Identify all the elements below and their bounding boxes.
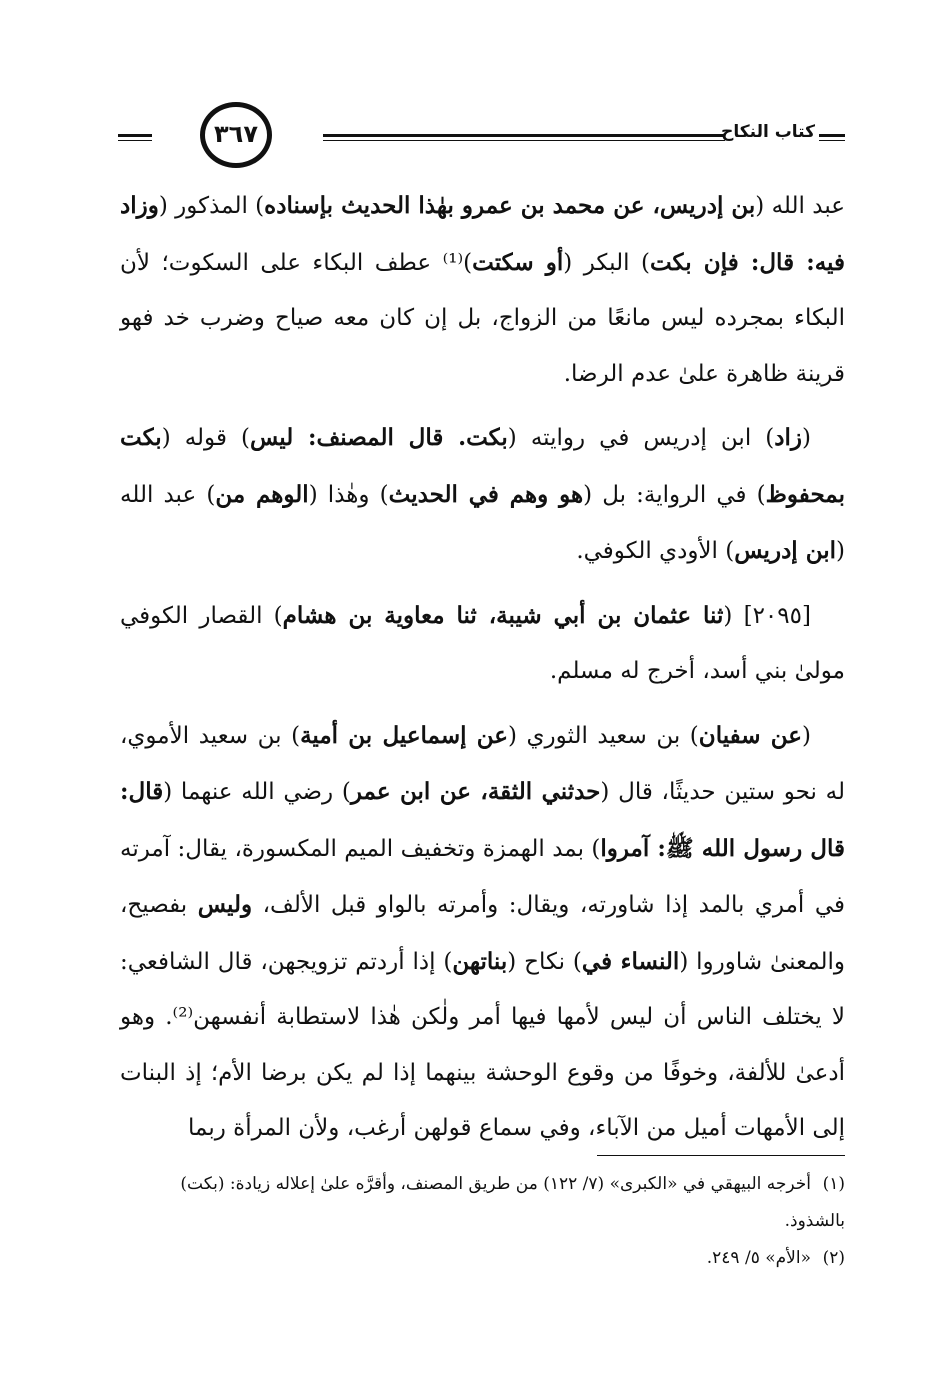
footnote (118, 1166, 845, 1240)
footnote (118, 1240, 845, 1277)
bold-run: عن سفيان (698, 721, 803, 749)
page-header (118, 100, 845, 174)
text-run: ) الأودي الكوفي. (576, 538, 735, 564)
page-number: ٣٦٧ (214, 120, 258, 148)
footnote-separator (597, 1155, 845, 1156)
text-run: ) القصار الكوفي مولىٰ بني أسد، أخرج له مسلم. (120, 602, 845, 684)
text-run: ) في الرواية: بل ( (583, 481, 766, 508)
text-run: بفصيح، والمعنىٰ شاوروا ( (120, 892, 846, 975)
book-title: كتاب النكاح (721, 122, 815, 142)
text-run: ) وهٰذا ( (308, 481, 389, 508)
bold-run: وليس (197, 891, 253, 918)
bold-run: ثنا عثمان بن أبي شيبة، ثنا معاوية بن هشام (282, 601, 724, 629)
bold-run: ابن إدريس (734, 537, 837, 564)
bold-run: بكت بمحفوظ (120, 424, 845, 508)
bold-run: بكت. قال المصنف: ليس (249, 424, 508, 451)
text-run: ) عبد الله ( (120, 481, 845, 564)
bold-run: النساء في (581, 947, 680, 975)
bold-run: قال: قال رسول الله ﷺ: آمروا (120, 778, 845, 862)
text-run: )⁽¹⁾ عطف البكاء على السكوت؛ لأن البكاء بمجرده ليس مانعًا من الزواج، بل إن كان معه صياح وضرب خد فهو قرينة ظاهرة علىٰ عدم الرضا. (120, 249, 845, 387)
text-run: [٢٠٩٥] ( (723, 602, 811, 629)
bold-run: زاد (774, 424, 802, 451)
bold-run: وزاد فيه: قال: فإن بكت (120, 192, 845, 276)
footnote-text: أخرجه البيهقي في «الكبرى» (٧/ ١٢٢) من طريق المصنف، وأقرَّه علىٰ إعلاله زيادة: (بكت) بالشذوذ. (180, 1174, 845, 1231)
paragraph (120, 178, 845, 402)
text-run: عبد الله ( (755, 193, 845, 219)
bold-run: أو سكتت (472, 248, 564, 276)
paragraph (120, 588, 845, 700)
text-run: ( (802, 722, 812, 749)
bold-run: بناتهن (452, 947, 508, 975)
page-number-badge (154, 102, 318, 168)
text-run: ( (802, 425, 811, 451)
header-rule-left-thin (118, 140, 152, 141)
header-rule-thin (323, 140, 725, 141)
paragraph (120, 708, 845, 1157)
text-run: ) البكر ( (563, 249, 650, 276)
header-rule-right (819, 134, 845, 137)
main-text (120, 178, 845, 1165)
footnote-text: «الأم» ٥/ ٢٤٩. (706, 1248, 811, 1268)
bold-run: حدثني الثقة، عن ابن عمر (350, 778, 601, 805)
text-run: ) نكاح ( (507, 948, 582, 975)
text-run: ) ابن إدريس في روايته ( (507, 425, 775, 451)
text-run: ) إذا أردتم تزويجهن، قال الشافعي: لا يختلف الناس أن ليس لأمها فيها أمر ولٰكن هٰذا لاستطابة أنفسهن⁽²⁾. وهو أدعىٰ للألفة، وخوفًا من وقوع الوحشة بينهما إذا لم يكن برضا الأم؛ إذ البنات إلى الأمهات أميل من الآباء، وفي سماع قولهن أرغب، ولأن المرأة ربما (120, 948, 846, 1141)
bold-run: بن إدريس، عن محمد بن عمرو بهٰذا الحديث بإسناده (264, 192, 756, 219)
footnotes (118, 1166, 845, 1277)
footnote-number: (٢) (822, 1248, 845, 1268)
paragraph (120, 410, 845, 580)
header-rule (323, 134, 725, 137)
text-run: ) رضي الله عنهما ( (163, 779, 351, 805)
header-rule-right-thin (819, 140, 845, 141)
text-run: ) قوله ( (161, 425, 250, 451)
bold-run: هو وهم في الحديث (388, 480, 584, 508)
header-rule-left (118, 134, 152, 137)
text-run: ) بمد الهمزة وتخفيف الميم المكسورة، يقال: آمرته في أمري بالمد إذا شاورته، ويقال: وأمرته بالواو قبل الألف، (120, 835, 845, 918)
text-run: ) بن سعيد الثوري ( (508, 722, 699, 749)
bold-run: الوهم من (215, 480, 309, 508)
bold-run: عن إسماعيل بن أمية (300, 721, 508, 749)
footnote-number: (١) (822, 1174, 845, 1194)
text-run: ) بن سعيد الأموي، له نحو ستين حديثًا، قال ( (120, 722, 845, 805)
text-run: ) المذكور ( (158, 193, 265, 219)
